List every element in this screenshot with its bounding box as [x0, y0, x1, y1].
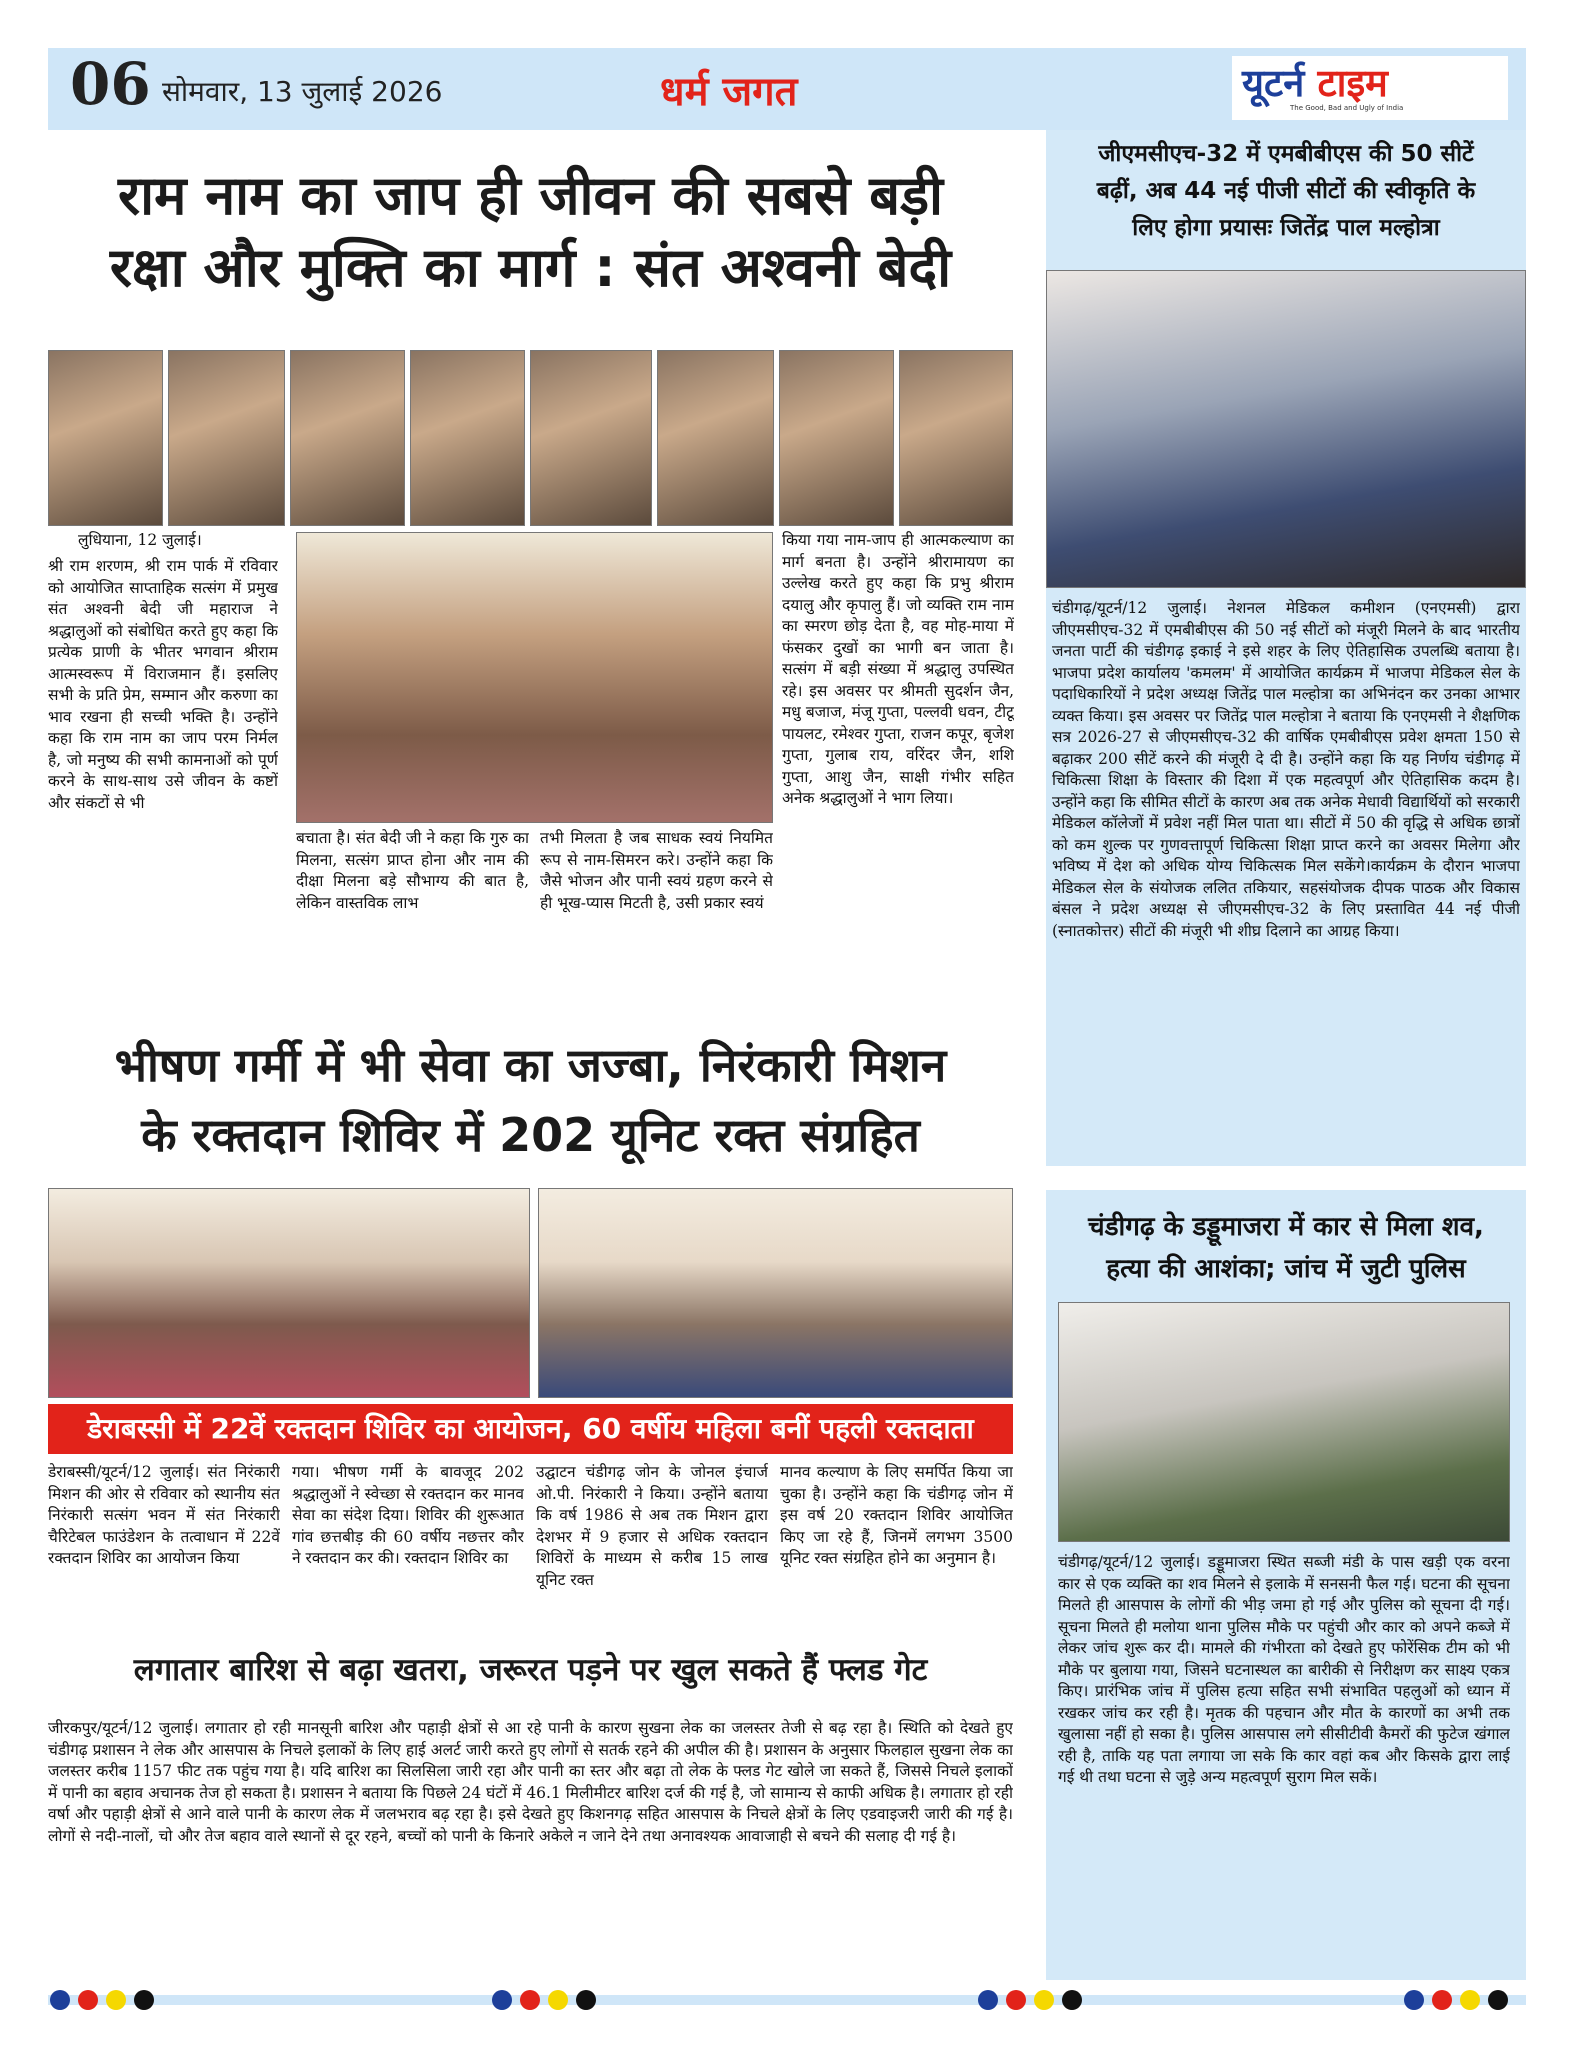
color-dot	[1432, 1990, 1452, 2010]
section-title: धर्म जगत	[660, 69, 798, 115]
satsang-crowd-photo	[296, 532, 773, 823]
color-dot	[50, 1990, 70, 2010]
story2-headline	[48, 1030, 1013, 1170]
portrait-photo	[530, 350, 652, 526]
story1-col2: बचाता है। संत बेदी जी ने कहा कि गुरु का मिलना, सत्संग प्राप्त होना और नाम की दीक्षा मिलना बड़े सौभाग्य की बात है, लेकिन वास्तविक लाभ	[296, 829, 529, 912]
logo-text	[1242, 56, 1388, 108]
story2-col2: गया। भीषण गर्मी के बावजूद 202 श्रद्धालुओं ने स्वेच्छा से रक्तदान कर मानव सेवा का संदेश दिया। शिविर की शुरूआत गांव छत्तबीड़ की 60 वर्षीय नछत्तर कौर ने रक्तदान कर की। रक्तदान शिविर का	[292, 1463, 524, 1567]
side2-body: चंडीगढ़/यूटर्न/12 जुलाई। डड्डूमाजरा स्थित सब्जी मंडी के पास खड़ी एक वरना कार से एक व्यक्ति का शव मिलने से इलाके में सनसनी फैल गई। घटना की सूचना मिलते ही आसपास के लोगों की भीड़ जमा हो गई और पुलिस को सूचना दी गई। सूचना मिलते ही मलोया थाना पुलिस मौके पर पहुंची और कार को अपने कब्जे में लेकर जांच शुरू कर दी। मामले की गंभीरता को देखते हुए फोरेंसिक टीम को भी मौके पर बुलाया गया, जिसने घटनास्थल का बारीकी से निरीक्षण कर साक्ष्य एकत्र किए। प्रारंभिक जांच में पुलिस हत्या सहित सभी संभावित पहलुओं को ध्यान में रखकर जांच कर रही है। मृतक की पहचान और मौत के कारणों का अभी तक खुलासा नहीं हो सका है। पुलिस आसपास लगे सीसीटीवी कैमरों की फुटेज खंगाल रही है, ताकि यह पता लगाया जा सके कि कार वहां कब और किसके द्वारा लाई गई थी तथा घटना से जुड़े अन्य महत्वपूर्ण सुराग मिल सकें।	[1058, 1553, 1510, 1786]
blood-camp-photo-left	[48, 1188, 530, 1398]
side2-headline-line1: चंडीगढ़ के डड्डूमाजरा में कार से मिला शव,	[1088, 1212, 1484, 1242]
color-dot	[1006, 1990, 1026, 2010]
side2-headline	[1046, 1206, 1526, 1290]
portrait-photo	[410, 350, 525, 526]
story2-col4: मानव कल्याण के लिए समर्पित किया जा चुका है। उन्होंने कहा कि चंडीगढ़ जोन में इस वर्ष 20 रक्तदान शिविर आयोजित किए जा रहे हैं, जिनमें लगभग 3500 यूनिट रक्त संग्रहित होने का अनुमान है।	[780, 1463, 1013, 1567]
logo-tagline: The Good, Bad and Ugly of India	[1290, 104, 1404, 112]
color-dot	[1488, 1990, 1508, 2010]
color-dot	[1404, 1990, 1424, 2010]
story2-subhead-banner: डेराबस्सी में 22वें रक्तदान शिविर का आयोजन, 60 वर्षीय महिला बनीं पहली रक्तदाता	[48, 1404, 1013, 1454]
side1-headline	[1046, 136, 1526, 247]
side1-headline-line3: लिए होगा प्रयासः जितेंद्र पाल मल्होत्रा	[1132, 215, 1440, 241]
page-date: सोमवार, 13 जुलाई 2026	[162, 75, 443, 108]
portrait-photo	[48, 350, 163, 526]
story2-headline-line1: भीषण गर्मी में भी सेवा का जज्बा, निरंकारी मिशन	[114, 1038, 947, 1092]
color-dot	[134, 1990, 154, 2010]
story2-headline-line2: के रक्तदान शिविर में 202 यूनिट रक्त संग्रहित	[141, 1108, 920, 1162]
footer-bar	[48, 1995, 1526, 2005]
portrait-photo	[899, 350, 1013, 526]
story1-col3: तभी मिलता है जब साधक स्वयं नियमित रूप से नाम-सिमरन करे। उन्होंने कहा कि जैसे भोजन और पानी स्वयं ग्रहण करने से ही भूख-प्यास मिटती है, उसी प्रकार स्वयं	[540, 829, 773, 912]
color-dot	[1062, 1990, 1082, 2010]
color-dot	[576, 1990, 596, 2010]
side1-headline-line1: जीएमसीएच-32 में एमबीबीएस की 50 सीटें	[1098, 141, 1474, 167]
logo-part2: टाइम	[1317, 61, 1388, 105]
story1-headline-line2: रक्षा और मुक्ति का मार्ग : संत अश्वनी बेदी	[109, 236, 952, 299]
color-dot	[492, 1990, 512, 2010]
portrait-photo	[779, 350, 894, 526]
logo-part1: यूटर्न	[1242, 61, 1305, 105]
story2-col3: उद्घाटन चंडीगढ़ जोन के जोनल इंचार्ज ओ.पी. निरंकारी ने किया। उन्होंने बताया कि वर्ष 1986 से अब तक मिशन द्वारा देशभर में 9 हजार से अधिक रक्तदान शिविरों के माध्यम से करीब 15 लाख यूनिट रक्त	[536, 1463, 768, 1589]
bjp-felicitation-photo	[1046, 270, 1526, 588]
story1-headline	[48, 160, 1013, 304]
blood-camp-photo-right	[538, 1188, 1013, 1398]
color-dot	[520, 1990, 540, 2010]
portrait-photo	[168, 350, 285, 526]
color-dot	[548, 1990, 568, 2010]
color-dot	[78, 1990, 98, 2010]
color-dot	[1034, 1990, 1054, 2010]
story3-body: जीरकपुर/यूटर्न/12 जुलाई। लगातार हो रही मानसूनी बारिश और पहाड़ी क्षेत्रों से आ रहे पानी के कारण सुखना लेक का जलस्तर तेजी से बढ़ रहा है। स्थिति को देखते हुए चंडीगढ़ प्रशासन ने लेक और आसपास के निचले इलाकों के लिए हाई अलर्ट जारी करते हुए लोगों से सतर्क रहने की अपील की है। प्रशासन के अनुसार फिलहाल सुखना लेक का जलस्तर करीब 1157 फीट तक पहुंच गया है। यदि बारिश का सिलसिला जारी रहा और पानी का स्तर और बढ़ा तो लेक के फ्लड गेट खोले जा सकते हैं, जिससे निचले इलाकों में पानी का बहाव अचानक तेज हो सकता है। प्रशासन ने बताया कि पिछले 24 घंटों में 46.1 मिलीमीटर बारिश दर्ज की गई है, जो सामान्य से काफी अधिक है। लगातार हो रही वर्षा और पहाड़ी क्षेत्रों से आने वाले पानी के कारण लेक में जलभराव बढ़ रहा है। इसे देखते हुए किशनगढ़ सहित आसपास के निचले क्षेत्रों के लिए एडवाइजरी जारी की गई है। लोगों से नदी-नालों, चो और तेज बहाव वाले स्थानों से दूर रहने, बच्चों को पानी के किनारे अकेले न जाने देने तथा अनावश्यक आवाजाही से बचने की सलाह दी गई है।	[48, 1719, 1013, 1845]
color-dot	[1460, 1990, 1480, 2010]
color-dot	[978, 1990, 998, 2010]
story1-col1: श्री राम शरणम, श्री राम पार्क में रविवार को आयोजित साप्ताहिक सत्संग में प्रमुख संत अश्वनी बेदी जी महाराज ने श्रद्धालुओं को संबोधित करते हुए कहा कि प्रत्येक प्राणी के भीतर भगवान श्रीराम आत्मस्वरूप में विराजमान हैं। इसलिए सभी के प्रति प्रेम, सम्मान और करुणा का भाव रखना ही सच्ची भक्ति है। उन्होंने कहा कि राम नाम का जाप परम निर्मल है, जो मनुष्य की सभी कामनाओं को पूर्ण करने के साथ-साथ उसे जीवन के कष्टों और संकटों से भी	[48, 557, 278, 812]
page-number: 06	[70, 50, 151, 118]
portrait-photo	[290, 350, 405, 526]
story2-col1: डेराबस्सी/यूटर्न/12 जुलाई। संत निरंकारी मिशन की ओर से रविवार को स्थानीय संत निरंकारी सत्संग भवन में संत निरंकारी चैरिटेबल फाउंडेशन के तत्वाधान में 22वें रक्तदान शिविर का आयोजन किया	[48, 1463, 280, 1567]
color-dot	[106, 1990, 126, 2010]
story1-col4: किया गया नाम-जाप ही आत्मकल्याण का मार्ग बनता है। उन्होंने श्रीरामायण का उल्लेख करते हुए कहा कि प्रभु श्रीराम दयालु और कृपालु हैं। जो व्यक्ति राम नाम का स्मरण छोड़ देता है, वह मोह-माया में फंसकर दुखों का भागी बन जाता है। सत्संग में बड़ी संख्या में श्रद्धालु उपस्थित रहे। इस अवसर पर श्रीमती सुदर्शन जैन, मधु बजाज, मंजू गुप्ता, पल्लवी धवन, टीटू पायलट, रमेश्वर गुप्ता, राजन कपूर, बृजेश गुप्ता, गुलाब राय, वरिंदर जैन, शशि गुप्ता, आशु जैन, साक्षी गंभीर सहित अनेक श्रद्धालुओं ने भाग लिया।	[782, 531, 1014, 807]
story3-headline: लगातार बारिश से बढ़ा खतरा, जरूरत पड़ने पर खुल सकते हैं फ्लड गेट	[133, 1652, 928, 1688]
story1-dateline: लुधियाना, 12 जुलाई।	[78, 531, 202, 549]
side2-headline-line2: हत्या की आशंका; जांच में जुटी पुलिस	[1106, 1254, 1466, 1284]
portrait-photo	[657, 350, 774, 526]
car-crime-scene-photo	[1058, 1302, 1510, 1542]
story1-headline-line1: राम नाम का जाप ही जीवन की सबसे बड़ी	[118, 164, 943, 227]
side1-body: चंडीगढ़/यूटर्न/12 जुलाई। नेशनल मेडिकल कमीशन (एनएमसी) द्वारा जीएमसीएच-32 में एमबीबीएस की 50 नई सीटों को मंजूरी मिलने के बाद भारतीय जनता पार्टी की चंडीगढ़ इकाई ने इसे शहर के लिए ऐतिहासिक उपलब्धि बताया है। भाजपा प्रदेश कार्यालय 'कमलम' में आयोजित कार्यक्रम में भाजपा मेडिकल सेल के पदाधिकारियों ने प्रदेश अध्यक्ष जितेंद्र पाल मल्होत्रा का अभिनंदन कर उनका आभार व्यक्त किया। इस अवसर पर जितेंद्र पाल मल्होत्रा ने बताया कि एनएमसी ने शैक्षणिक सत्र 2026-27 से जीएमसीएच-32 की वार्षिक एमबीबीएस प्रवेश क्षमता 150 से बढ़ाकर 200 सीटें करने की मंजूरी दे दी है। उन्होंने कहा कि यह निर्णय चंडीगढ़ में चिकित्सा शिक्षा के विस्तार की दिशा में एक महत्वपूर्ण और ऐतिहासिक कदम है। उन्होंने कहा कि सीमित सीटों के कारण अब तक अनेक मेधावी विद्यार्थियों को सरकारी मेडिकल कॉलेजों में प्रवेश नहीं मिल पाता था। सीटों में 50 की वृद्धि से अधिक छात्रों को कम शुल्क पर गुणवत्तापूर्ण चिकित्सा शिक्षा प्राप्त करने का अवसर मिलेगा और भविष्य में देश को अधिक योग्य चिकित्सक मिल सकेंगे।कार्यक्रम के दौरान भाजपा मेडिकल सेल के संयोजक ललित तकियार, सहसंयोजक दीपक पाठक और विकास बंसल ने प्रदेश अध्यक्ष से जीएमसीएच-32 के लिए प्रस्तावित 44 नई पीजी (स्नातकोत्तर) सीटों की मंजूरी भी शीघ्र दिलाने का आग्रह किया।	[1052, 599, 1520, 940]
side1-headline-line2: बढ़ीं, अब 44 नई पीजी सीटों की स्वीकृति के	[1096, 178, 1476, 204]
